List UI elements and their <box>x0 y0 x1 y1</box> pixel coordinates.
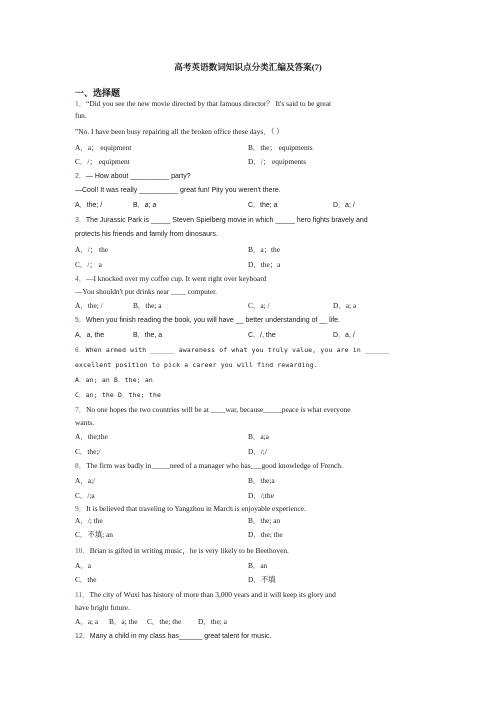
question-10-options-cd <box>75 575 276 584</box>
question-5-options <box>75 331 355 340</box>
question-4-text: —I knocked over my coffee cup. It went right over keyboard <box>86 274 267 283</box>
question-7-options-ab <box>75 432 269 441</box>
option-a[interactable]: A．a <box>75 561 92 570</box>
option-b[interactable]: B．the; a <box>133 301 162 310</box>
option-b[interactable]: B．the, a <box>133 332 163 339</box>
option-d[interactable]: D．a, / <box>333 332 355 339</box>
question-2-line-1 <box>75 172 191 181</box>
question-6-options-cd[interactable]: C．an; the D．the; the <box>75 391 162 399</box>
option-b[interactable]: B．the;a <box>248 476 275 485</box>
question-8-number: 8． <box>75 461 87 470</box>
question-10-line-1 <box>75 546 289 555</box>
option-a[interactable]: A．a； equipment <box>75 143 132 152</box>
option-a[interactable]: A．the;the <box>75 432 108 441</box>
question-8-text: The firm was badly in_____need of a manager who has___good knowledge of French. <box>86 461 343 470</box>
question-3-line-2: protects his friends and family from dinosaurs. <box>75 231 218 238</box>
option-b[interactable]: B．a; a <box>133 202 157 209</box>
question-1-options-cd <box>75 157 307 166</box>
option-d[interactable]: D．/;/ <box>248 447 267 456</box>
option-c[interactable]: C．the; the <box>147 617 182 626</box>
question-10-text: Brian is gifted in writing music，he is very likely to be Beethoven. <box>89 546 289 555</box>
question-3-options-cd <box>75 260 281 269</box>
question-2-number: 2． <box>75 173 86 180</box>
question-7-number: 7． <box>75 405 87 414</box>
option-d[interactable]: D．不填 <box>248 575 276 584</box>
option-c[interactable]: C．the <box>75 575 97 584</box>
option-a[interactable]: A．/； the <box>75 245 109 254</box>
option-d[interactable]: D．a; a <box>333 301 357 310</box>
question-12-line-1 <box>75 632 272 641</box>
question-7-line-1 <box>75 405 351 414</box>
question-4-line-1 <box>75 274 266 283</box>
option-b[interactable]: B．the; an <box>248 516 281 525</box>
question-8-line-1 <box>75 461 343 470</box>
question-5-line-1 <box>75 316 340 325</box>
option-c[interactable]: C．/； a <box>75 260 102 269</box>
question-9-number: 9． <box>75 504 87 513</box>
option-c[interactable]: C．the; a <box>248 202 278 209</box>
question-11-number: 11． <box>75 590 90 599</box>
option-b[interactable]: B．a; the <box>109 617 138 626</box>
question-1-line-1 <box>75 99 331 108</box>
question-5-number: 5． <box>75 317 86 324</box>
question-3-text: The Jurassic Park is _____ Steven Spielberg movie in which _____ hero fights bravely and <box>85 217 368 224</box>
question-9-options-ab <box>75 516 281 525</box>
option-c[interactable]: C．/, the <box>248 332 276 339</box>
question-7-line-2: wants. <box>75 418 95 427</box>
question-11-text: The city of Wuxi has history of more than 3,000 years and it will keep its glory and <box>89 590 336 599</box>
question-3-number: 3． <box>75 217 86 224</box>
question-9-options-cd <box>75 530 283 539</box>
option-c[interactable]: C．the;/ <box>75 447 101 456</box>
question-1-line-3: ”No. I have been busy repairing all the broken office these days．（ ） <box>75 127 284 136</box>
option-b[interactable]: B．an <box>248 561 268 570</box>
page-title: 高考英语数词知识点分类汇编及答案(7) <box>174 62 322 72</box>
question-6-line-1 <box>75 346 389 355</box>
question-11-line-2: have bright future. <box>75 603 130 612</box>
question-1-line-2: fun. <box>75 111 87 120</box>
question-2-text: — How about __________ party? <box>85 173 191 180</box>
question-9-line-1 <box>75 504 306 513</box>
question-7-text: No one hopes the two countries will be at ____war, because_____peace is what everyone <box>86 405 351 414</box>
question-2-options <box>75 201 355 210</box>
option-c[interactable]: C．a; / <box>248 301 270 310</box>
option-a[interactable]: A．a, the <box>75 332 105 339</box>
question-6-options-ab[interactable]: A．an; an B．the; an <box>75 376 153 384</box>
option-a[interactable]: A．the; / <box>75 202 103 209</box>
question-11-options <box>75 617 227 626</box>
question-8-options-cd <box>75 491 274 500</box>
option-b[interactable]: B．the； equipments <box>248 143 313 152</box>
question-9-text: It is believed that traveling to Yangzhou in March is enjoyable experience. <box>86 504 306 513</box>
option-d[interactable]: D．the; a <box>198 617 227 626</box>
question-12-text: Many a child in my class has______ great talent for music. <box>89 633 272 640</box>
option-b[interactable]: B．a;a <box>248 432 269 441</box>
question-3-line-1 <box>75 216 368 225</box>
question-1-text: “Did you see the new movie directed by that famous director？ It's said to be great <box>86 99 332 108</box>
option-b[interactable]: B．a；the <box>248 245 281 254</box>
option-d[interactable]: D．/;the <box>248 491 274 500</box>
question-8-options-ab <box>75 476 275 485</box>
option-c[interactable]: C．不填; an <box>75 530 113 539</box>
question-11-line-1 <box>75 590 336 599</box>
question-4-number: 4． <box>75 274 87 283</box>
question-2-line-2: —Cool! It was really __________ great fun! Pity you weren't there. <box>75 187 281 194</box>
option-d[interactable]: D．the；a <box>248 260 281 269</box>
option-a[interactable]: A．the; / <box>75 301 103 310</box>
question-4-options <box>75 301 357 310</box>
question-7-options-cd <box>75 447 267 456</box>
question-5-text: When you finish reading the book, you will have __ better understanding of __ life. <box>85 317 341 324</box>
question-6-line-2: excellent position to pick a career you will find rewarding. <box>75 361 318 369</box>
question-6-number: 6． <box>75 346 86 354</box>
option-a[interactable]: A．a;/ <box>75 476 96 485</box>
option-a[interactable]: A．/; the <box>75 516 103 525</box>
option-d[interactable]: D．/； equipments <box>248 157 307 166</box>
question-10-options-ab <box>75 561 268 570</box>
question-12-number: 12． <box>75 633 90 640</box>
option-d[interactable]: D．the; the <box>248 530 283 539</box>
question-4-line-2: —You shouldn't put drinks near ____ computer. <box>75 287 218 296</box>
option-a[interactable]: A．a; a <box>75 617 99 626</box>
question-6-text: When armed with ______ awareness of what you truly value, you are in ______ <box>85 346 390 354</box>
question-1-options-ab <box>75 143 313 152</box>
option-c[interactable]: C．/;a <box>75 491 95 500</box>
option-c[interactable]: C．/； equipment <box>75 157 130 166</box>
question-1-number: 1． <box>75 99 87 108</box>
section-heading: 一、选择题 <box>75 88 121 98</box>
option-d[interactable]: D．a; / <box>333 202 355 209</box>
question-10-number: 10． <box>75 546 90 555</box>
question-3-options-ab <box>75 245 281 254</box>
